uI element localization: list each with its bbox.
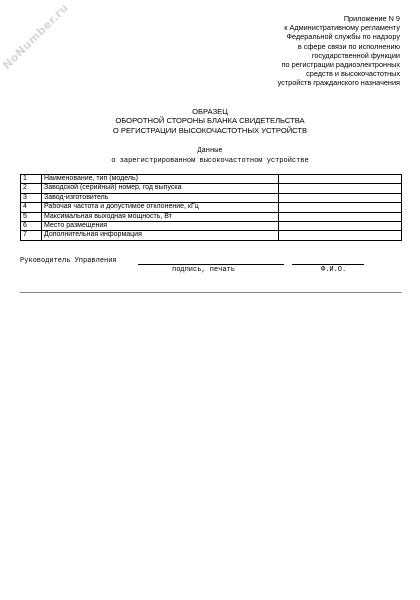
- row-value: [279, 203, 402, 212]
- watermark: NoNumber.ru: [0, 1, 72, 72]
- row-label: Дополнительная информация: [42, 231, 279, 240]
- appendix-line: по регистрации радиоэлектронных: [281, 60, 400, 70]
- appendix-line: Федеральной службы по надзору: [286, 32, 400, 42]
- row-value: [279, 231, 402, 240]
- section-heading: [0, 146, 420, 166]
- row-label: Завод-изготовитель: [42, 193, 279, 202]
- appendix-line: государственной функции: [311, 50, 400, 60]
- table-row: [21, 222, 402, 231]
- signature-caption: подпись, печать: [172, 266, 236, 274]
- row-label: Максимальная выходная мощность, Вт: [42, 212, 279, 221]
- appendix-line: в сфере связи по исполнению: [297, 41, 400, 51]
- row-number: 5: [21, 212, 42, 221]
- row-value: [279, 184, 402, 193]
- row-number: 4: [21, 203, 42, 212]
- table-row: [21, 203, 402, 212]
- name-caption: Ф.И.О.: [321, 266, 347, 274]
- appendix-line: средств и высокочастотных: [306, 69, 400, 79]
- row-label: Рабочая частота и допустимое отклонение, кГц: [42, 203, 279, 212]
- appendix-note: [278, 14, 400, 88]
- row-label: Место размещения: [42, 222, 279, 231]
- subtitle-line: о зарегистрированном высокочастотном устройстве: [111, 157, 309, 165]
- appendix-line: к Административному регламенту: [284, 23, 400, 33]
- row-label: Наименование, тип (модель): [42, 175, 279, 184]
- signature-block: [20, 256, 402, 274]
- table-row: [21, 184, 402, 193]
- row-number: 6: [21, 222, 42, 231]
- table-row: [21, 175, 402, 184]
- row-number: 3: [21, 193, 42, 202]
- row-value: [279, 212, 402, 221]
- row-label: Заводской (серийный) номер, год выпуска: [42, 184, 279, 193]
- title-line: ОБОРОТНОЙ СТОРОНЫ БЛАНКА СВИДЕТЕЛЬСТВА: [115, 116, 305, 126]
- subtitle-line: Данные: [197, 147, 223, 155]
- table-row: [21, 212, 402, 221]
- appendix-line: Приложение N 9: [343, 14, 400, 23]
- appendix-line: устройств гражданского назначения: [277, 78, 400, 88]
- document-title: [0, 107, 420, 135]
- title-line: ОБРАЗЕЦ: [192, 107, 228, 116]
- table-row: [21, 231, 402, 240]
- row-value: [279, 193, 402, 202]
- title-line: О РЕГИСТРАЦИИ ВЫСОКОЧАСТОТНЫХ УСТРОЙСТВ: [112, 125, 308, 135]
- device-data-table: [20, 174, 402, 241]
- row-value: [279, 222, 402, 231]
- row-value: [279, 175, 402, 184]
- row-number: 1: [21, 175, 42, 184]
- signature-label: Руководитель Управления: [20, 257, 117, 265]
- row-number: 2: [21, 184, 42, 193]
- table-row: [21, 193, 402, 202]
- row-number: 7: [21, 231, 42, 240]
- divider: [20, 292, 402, 293]
